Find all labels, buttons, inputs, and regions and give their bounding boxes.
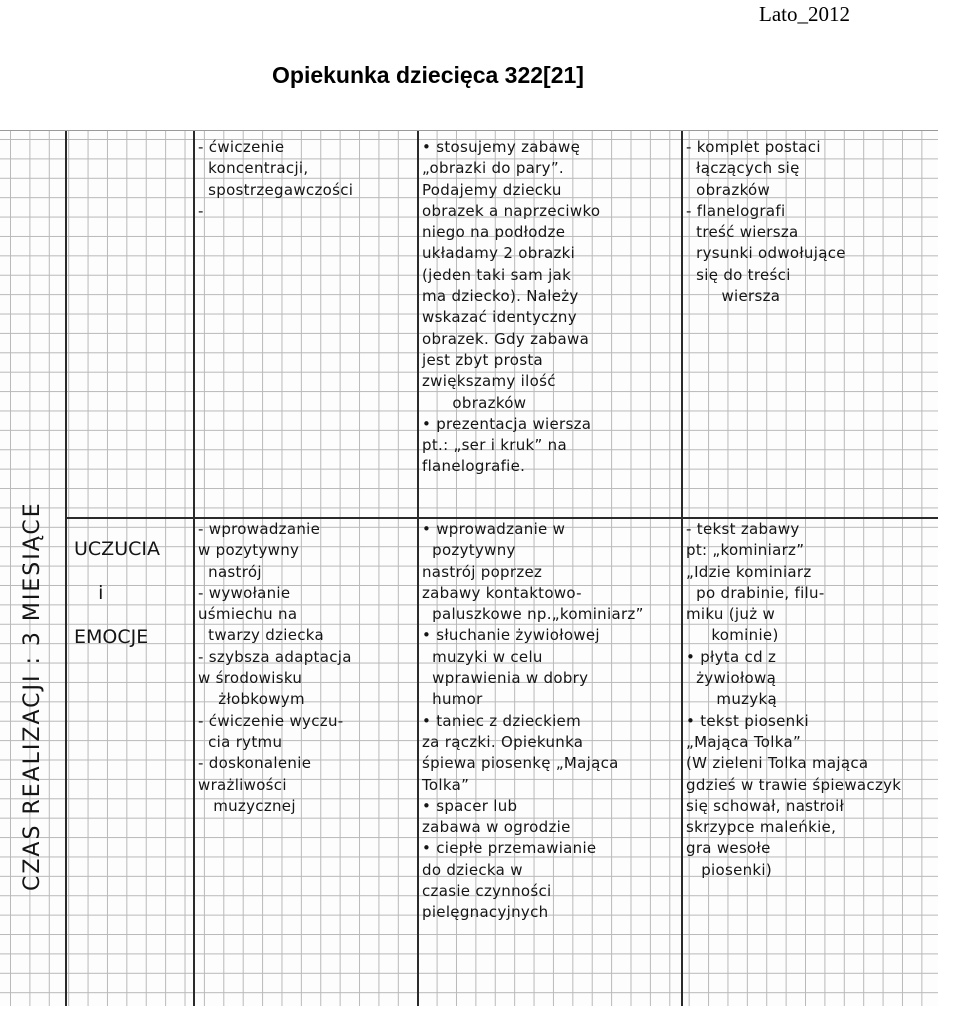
bottom-methods-text: • wprowadzanie w pozytywny nastrój poprzez zabawy kontaktowo- paluszkowe np.„kominiarz” • słuchanie żywiołowej muzyki w celu wprawienia w dobry humor • taniec z dzieckiem za rączki. Opiekunka śpiewa piosenkę „Mająca Tolka” • spacer lub zabawa w ogrodzie • ciepłe przemawianie do dziecka w czasie czynności pielęgnacyjnych <box>422 520 644 922</box>
bottom-goals-text: - wprowadzanie w pozytywny nastrój - wywołanie uśmiechu na twarzy dziecka - szybsza adaptacja w środowisku żłobkowym - ćwiczenie wyczu- cia rytmu - doskonalenie wrażliwości muzycznej <box>198 520 352 815</box>
bottom-materials-text: - tekst zabawy pt: „kominiarz” „Idzie kominiarz po drabinie, filu- miku (już w kominie) • płyta cd z żywiołową muzyką • tekst piosenki „Mająca Tolka” (W zieleni Tolka mająca gdzieś w trawie śpiewaczyk się schował, nastroił skrzypce maleńkie, gra wesołe piosenki) <box>686 520 902 879</box>
column-rule-2 <box>417 131 419 1006</box>
time-label-vertical: CZAS REALIZACJI : 3 MIESIĄCE <box>20 501 45 891</box>
handwritten-table-scan <box>0 130 938 1006</box>
column-rule-left <box>65 131 67 1006</box>
document-code: Lato_2012 <box>759 2 850 26</box>
document-title: Opiekunka dziecięca 322[21] <box>272 62 584 88</box>
top-materials-text: - komplet postaci łączących się obrazków - flanelografi treść wiersza rysunki odwołujące się do treści wiersza <box>686 138 846 306</box>
area-label: UCZUCIA i EMOCJE <box>74 538 160 648</box>
column-rule-1 <box>193 131 195 1006</box>
top-methods-text: • stosujemy zabawę „obrazki do pary”. Podajemy dziecku obrazek a naprzeciwko niego na podłodze układamy 2 obrazki (jeden taki sam jak ma dziecko). Należy wskazać identyczny obrazek. Gdy zabawa jest zbyt prosta zwiększamy ilość obrazków • prezentacja wiersza pt.: „ser i kruk” na flanelografie. <box>422 138 601 476</box>
top-goals-text: - ćwiczenie koncentracji, spostrzegawczości - <box>198 138 354 220</box>
column-rule-3 <box>681 131 683 1006</box>
